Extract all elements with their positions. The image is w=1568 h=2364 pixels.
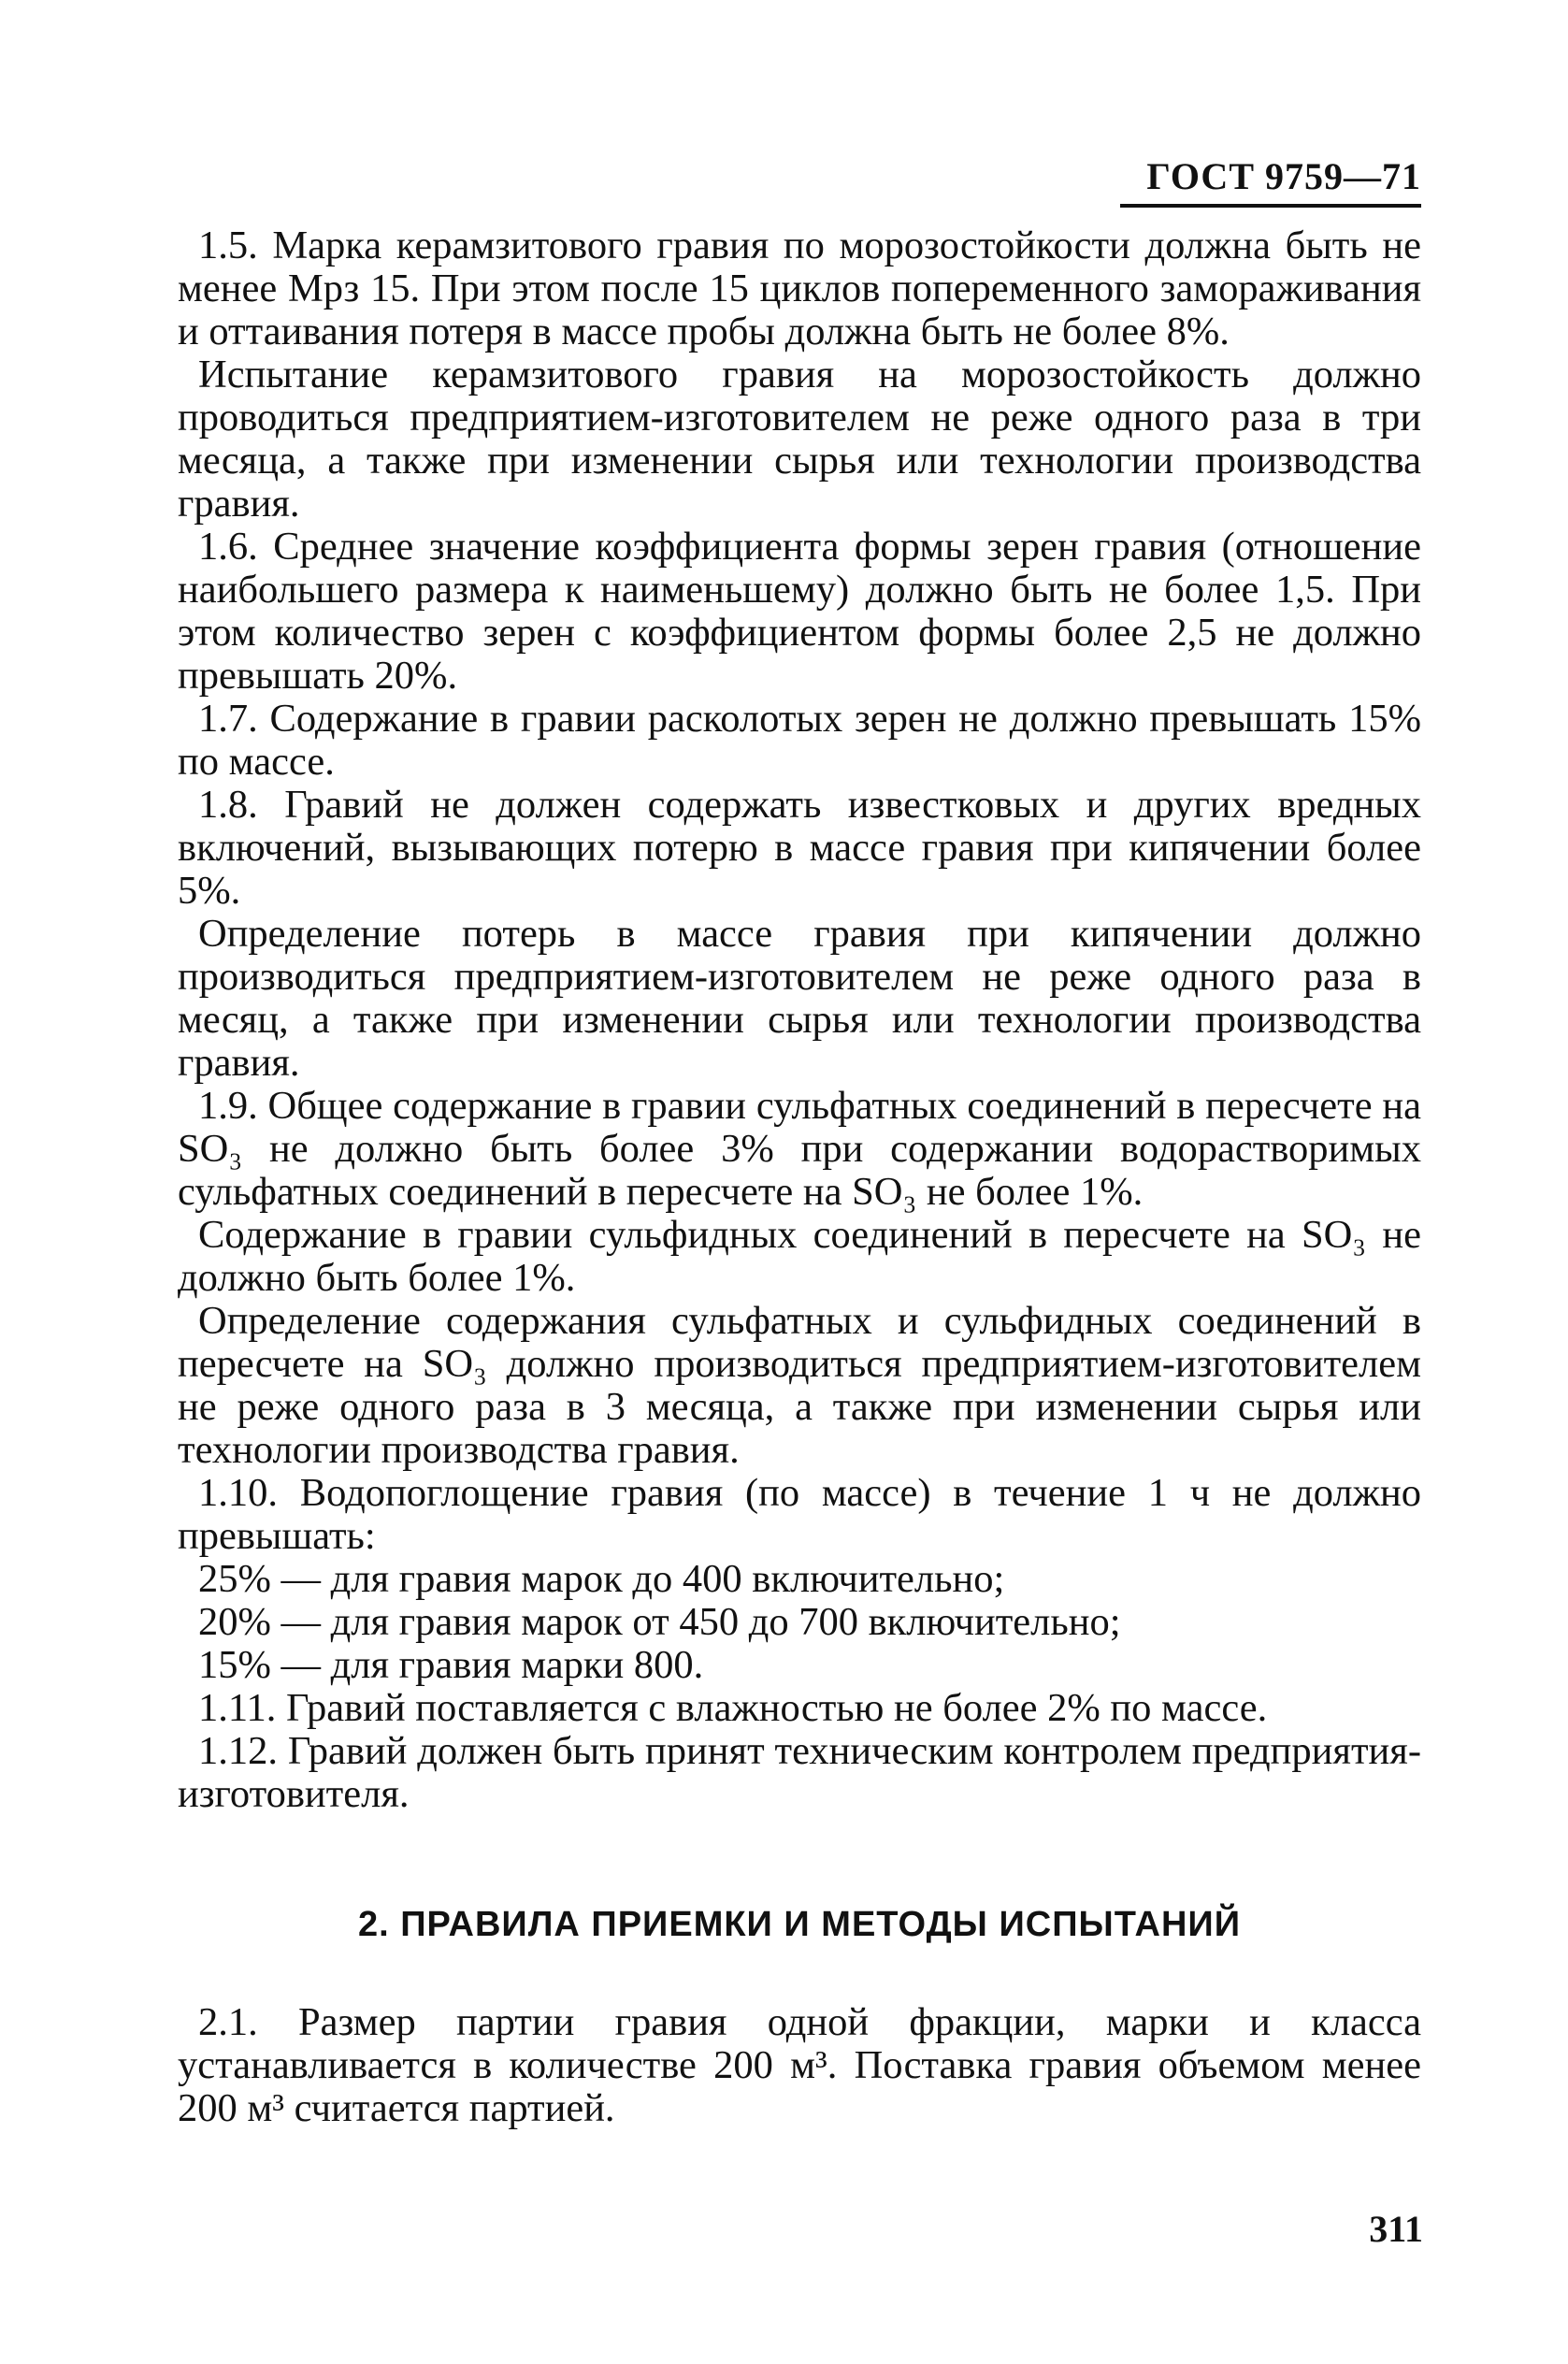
paragraph-2-1: 2.1. Размер партии гравия одной фракции, марки и класса устанавливается в количестве 200 м³. Поставка гравия объемом менее 200 м³ считается партией. <box>178 2000 1421 2130</box>
paragraph-1-9: 1.9. Общее содержание в гравии сульфатных соединений в пересчете на SO₃ не должно быть более 3% при содержании водорастворимых сульфатных соединений в пересчете на SO₃ не более 1%. <box>178 1084 1421 1214</box>
paragraph-1-7: 1.7. Содержание в гравии расколотых зерен не должно превышать 15% по массе. <box>178 697 1421 784</box>
list-item-water-absorption-15: 15% — для гравия марки 800. <box>198 1643 704 1687</box>
paragraph-1-9-testing: Определение содержания сульфатных и сульфидных соединений в пересчете на SO₃ должно производиться предприятием-изготовителем не реже одного раза в 3 месяца, а также при изменении сырья или технологии производства гравия. <box>178 1299 1421 1472</box>
section-2-title: 2. ПРАВИЛА ПРИЕМКИ И МЕТОДЫ ИСПЫТАНИЙ <box>357 1905 1242 1944</box>
paragraph-1-10: 1.10. Водопоглощение гравия (по массе) в течение 1 ч не должно превышать: <box>178 1471 1421 1558</box>
paragraph-1-6: 1.6. Среднее значение коэффициента формы зерен гравия (отношение наибольшего размера к наименьшему) должно быть не более 1,5. При этом количество зерен с коэффициентом формы более 2,5 не должно превышать 20%. <box>178 525 1421 698</box>
paragraph-1-9-sulfide: Содержание в гравии сульфидных соединений в пересчете на SO₃ не должно быть более 1%. <box>178 1213 1421 1300</box>
header-rule <box>1120 204 1421 208</box>
paragraph-1-12: 1.12. Гравий должен быть принят техническим контролем предприятия-изготовителя. <box>178 1729 1421 1816</box>
list-item-water-absorption-20: 20% — для гравия марок от 450 до 700 включительно; <box>198 1600 1121 1644</box>
document-header-standard: ГОСТ 9759—71 <box>1146 155 1421 197</box>
document-body <box>178 224 1421 2130</box>
paragraph-1-8-testing: Определение потерь в массе гравия при кипячении должно производиться предприятием-изготовителем не реже одного раза в месяц, а также при изменении сырья или технологии производства гравия. <box>178 912 1421 1085</box>
paragraph-1-5: 1.5. Марка керамзитового гравия по морозостойкости должна быть не менее Мрз 15. При этом после 15 циклов попеременного замораживания и оттаивания потеря в массе пробы должна быть не более 8%. <box>178 223 1421 353</box>
paragraph-1-8: 1.8. Гравий не должен содержать известковых и других вредных включений, вызывающих потерю в массе гравия при кипячении более 5%. <box>178 783 1421 913</box>
paragraph-1-11: 1.11. Гравий поставляется с влажностью не более 2% по массе. <box>198 1686 1268 1730</box>
list-item-water-absorption-25: 25% — для гравия марок до 400 включительно; <box>198 1557 1005 1601</box>
paragraph-1-5-testing: Испытание керамзитового гравия на морозостойкость должно проводиться предприятием-изготовителем не реже одного раза в три месяца, а также при изменении сырья или технологии производства гравия. <box>178 353 1421 526</box>
page-number: 311 <box>1369 2208 1423 2250</box>
